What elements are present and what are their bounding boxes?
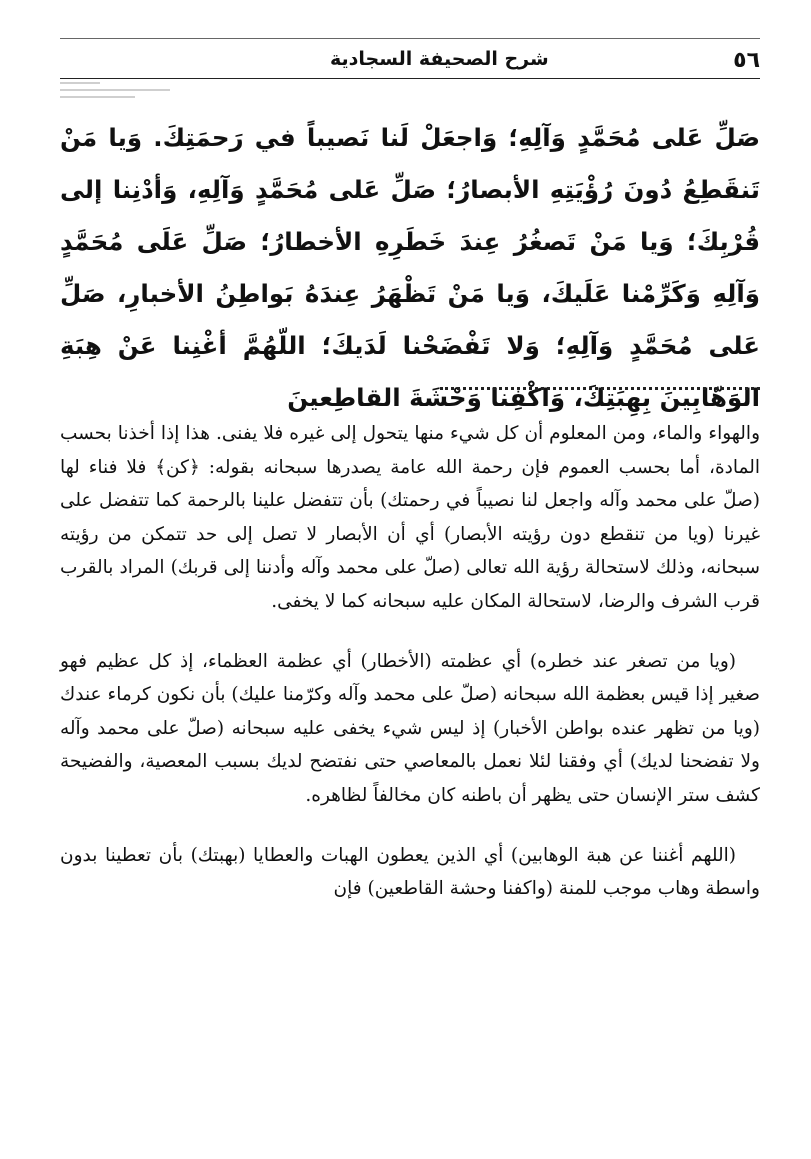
page-number: ٥٦	[733, 48, 760, 73]
book-title: شرح الصحيفة السجادية	[330, 48, 549, 70]
section-divider	[440, 387, 760, 390]
commentary	[60, 417, 760, 932]
scan-artifact	[60, 82, 180, 104]
commentary-paragraph: والهواء والماء، ومن المعلوم أن كل شيء منها يتحول إلى غيره فلا يفنى. هذا إذا أخذنا بحسب المادة، أما بحسب العموم فإن رحمة الله عامة يصدرها سبحانه بقوله: ﴿كن﴾ فلا فناء لها (صلّ على محمد وآله واجعل لنا نصيباً في رحمتك) بأن تتفضل علينا بالرحمة كما تتفضل على غيرنا (ويا من تنقطع دون رؤيته الأبصار) أي أن الأبصار لا تصل إلى حد تتمكن من رؤيته سبحانه، وذلك لاستحالة رؤية الله تعالى (صلّ على محمد وآله وأدننا إلى قربك) المراد بالقرب قرب الشرف والرضا، لاستحالة المكان عليه سبحانه كما لا يخفى.	[60, 423, 760, 612]
commentary-paragraph: (ويا من تصغر عند خطره) أي عظمته (الأخطار) أي عظمة العظماء، إذ كل عظيم فهو صغير إذا قيس بعظمة الله سبحانه (صلّ على محمد وآله وكرّمنا عليك) بأن نكون كرماء عندك (ويا من تظهر عنده بواطن الأخبار) إذ ليس شيء يخفى عليه سبحانه (صلّ على محمد وآله ولا تفضحنا لديك) أي وفقنا لئلا نعمل بالمعاصي حتى نفتضح لديك بسبب المعصية، والفضيحة كشف ستر الإنسان حتى يظهر أن باطنه كان مخالفاً لظاهره.	[60, 650, 760, 806]
prayer-text: صَلِّ عَلى مُحَمَّدٍ وَآلِهِ؛ وَاجعَلْ لَنا نَصيباً في رَحمَتِكَ. وَيا مَنْ تَنقَطِعُ دُونَ رُؤْيَتِهِ الأبصارُ؛ صَلِّ عَلى مُحَمَّدٍ وَآلِهِ، وَأدْنِنا إلى قُرْبِكَ؛ وَيا مَنْ تَصغُرُ عِندَ خَطَرِهِ الأخطارُ؛ صَلِّ عَلَى مُحَمَّدٍ وَآلِهِ وَكَرِّمْنا عَلَيكَ، وَيا مَنْ تَظْهَرُ عِندَهُ بَواطِنُ الأخبارِ، صَلِّ عَلى مُحَمَّدٍ وَآلِهِ؛ وَلا تَفْضَحْنا لَدَيكَ؛ اللّهُمَّ أغْنِنا عَنْ هِبَةِ الوَهّابِينَ بِهِبَتِكَ، وَاكْفِنا وَحْشَةَ القاطِعينَ	[60, 123, 760, 412]
page-header	[60, 38, 760, 79]
commentary-paragraph: (اللهم أغننا عن هبة الوهابين) أي الذين يعطون الهبات والعطايا (بهبتك) بأن تعطينا بدون واسطة وهاب موجب للمنة (واكفنا وحشة القاطعين) فإن	[60, 844, 760, 900]
